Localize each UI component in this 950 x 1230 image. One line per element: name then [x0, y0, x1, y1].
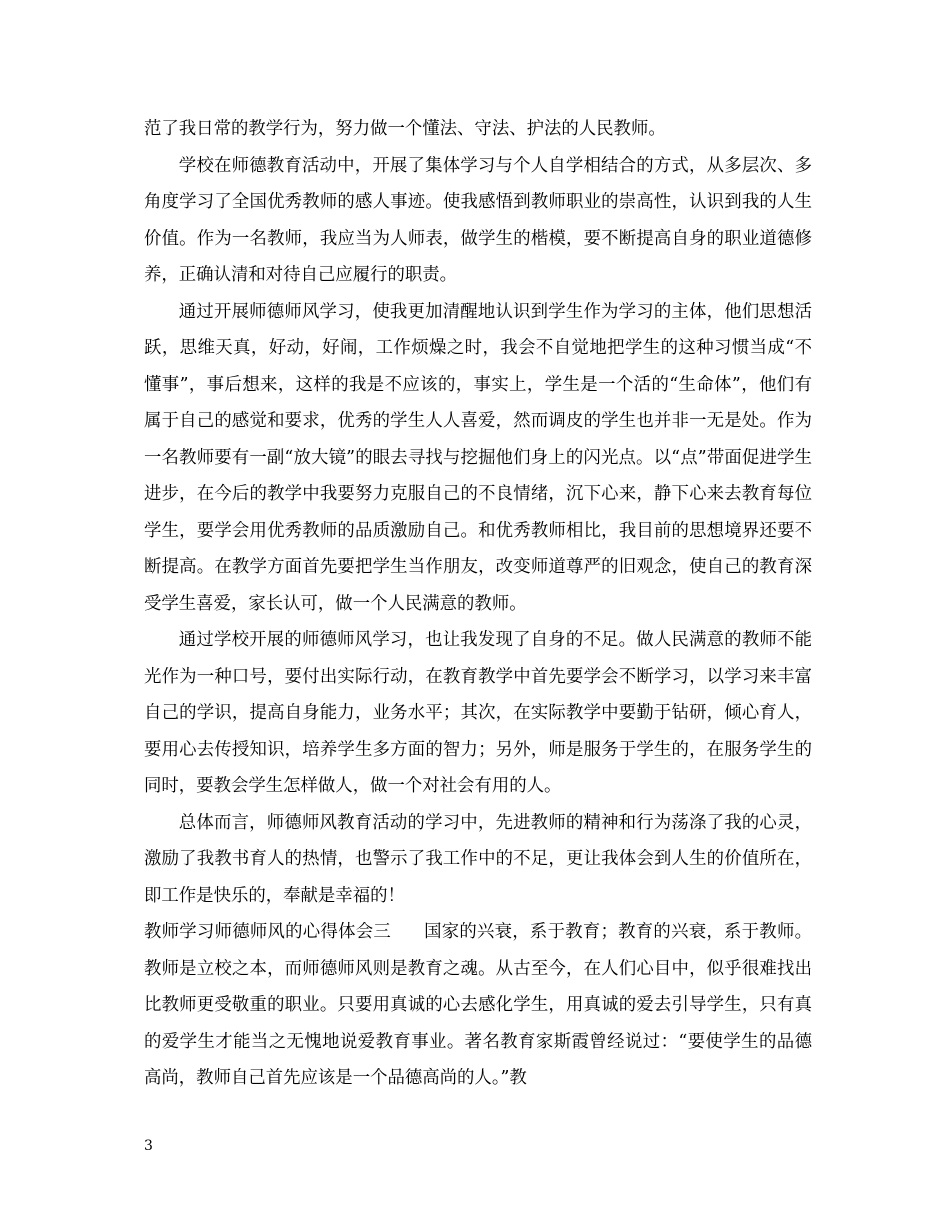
page-number: 3 [144, 1138, 153, 1154]
body-text [144, 111, 812, 1097]
section-paragraph [144, 914, 812, 1097]
paragraph-continuation: 范了我日常的教学行为，努力做一个懂法、守法、护法的人民教师。 [144, 119, 666, 139]
paragraph-summary: 总体而言，师德师风教育活动的学习中，先进教师的精神和行为荡涤了我的心灵，激励了我教书育人的热情，也警示了我工作中的不足，更让我体会到人生的价值所在，即工作是快乐的，奉献是幸福的！ [144, 812, 812, 906]
section-text: 国家的兴衰，系于教育；教育的兴衰，系于教师。教师是立校之本，而师德师风则是教育之魂。从古至今，在人们心目中，似乎很难找出比教师更受敬重的职业。只要用真诚的心去感化学生，用真诚的爱去引导学生，只有真的爱学生才能当之无愧地说爱教育事业。著名教育家斯霞曾经说过：“要使学生的品德高尚，教师自己首先应该是一个品德高尚的人。”教 [144, 922, 812, 1088]
section-heading: 教师学习师德师风的心得体会三 [144, 922, 392, 942]
paragraph-students-subject: 通过开展师德师风学习，使我更加清醒地认识到学生作为学习的主体，他们思想活跃，思维天真，好动，好闹，工作烦燥之时，我会不自觉地把学生的这种习惯当成“不懂事”，事后想来，这样的我是不应该的，事实上，学生是一个活的“生命体”，他们有属于自己的感觉和要求，优秀的学生人人喜爱，然而调皮的学生也并非一无是处。作为一名教师要有一副“放大镜”的眼去寻找与挖掘他们身上的闪光点。以“点”带面促进学生进步，在今后的教学中我要努力克服自己的不良情绪，沉下心来，静下心来去教育每位学生，要学会用优秀教师的品质激励自己。和优秀教师相比，我目前的思想境界还要不断提高。在教学方面首先要把学生当作朋友，改变师道尊严的旧观念，使自己的教育深受学生喜爱，家长认可，做一个人民满意的教师。 [144, 301, 812, 614]
paragraph-collective-study: 学校在师德教育活动中，开展了集体学习与个人自学相结合的方式，从多层次、多角度学习了全国优秀教师的感人事迹。使我感悟到教师职业的崇高性，认识到我的人生价值。作为一名教师，我应当为人师表，做学生的楷模，要不断提高自身的职业道德修养，正确认清和对待自己应履行的职责。 [144, 155, 812, 285]
paragraph-self-shortcomings: 通过学校开展的师德师风学习，也让我发现了自身的不足。做人民满意的教师不能光作为一种口号，要付出实际行动，在教育教学中首先要学会不断学习，以学习来丰富自己的学识，提高自身能力，业务水平；其次，在实际教学中要勤于钻研，倾心育人，要用心去传授知识，培养学生多方面的智力；另外，师是服务于学生的，在服务学生的同时，要教会学生怎样做人，做一个对社会有用的人。 [144, 630, 812, 796]
